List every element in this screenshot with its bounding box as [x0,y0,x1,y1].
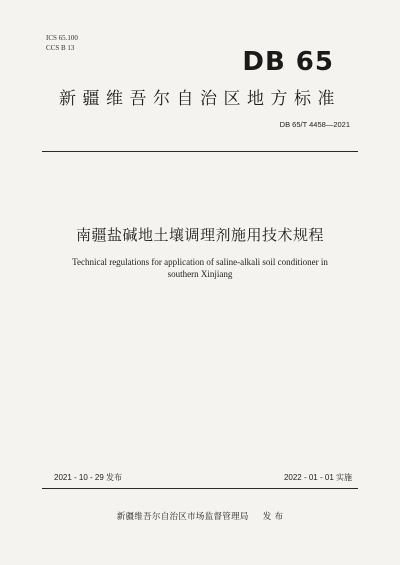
standard-logo: DB 65 [242,47,334,77]
publisher-line [0,510,400,522]
publisher-name: 新疆维吾尔自治区市场监督管理局 [116,512,249,522]
standard-number: DB 65/T 4458—2021 [279,120,350,129]
top-divider [42,151,358,152]
ccs-code: CCS B 13 [46,44,75,52]
implementation-date: 2022 - 01 - 01 实施 [283,473,352,482]
document-title-chinese: 南疆盐碱地土壤调理剂施用技术规程 [75,226,324,244]
bottom-divider [42,488,358,489]
publisher-suffix: 发 布 [262,512,284,522]
ics-code: ICS 65.100 [46,34,78,42]
issuer-title: 新疆维吾尔自治区地方标准 [59,89,341,109]
issue-date: 2021 - 10 - 29 发布 [54,473,123,482]
document-title-english: Technical regulations for application of saline-alkali soil conditioner in southern Xinjiang [72,257,328,279]
